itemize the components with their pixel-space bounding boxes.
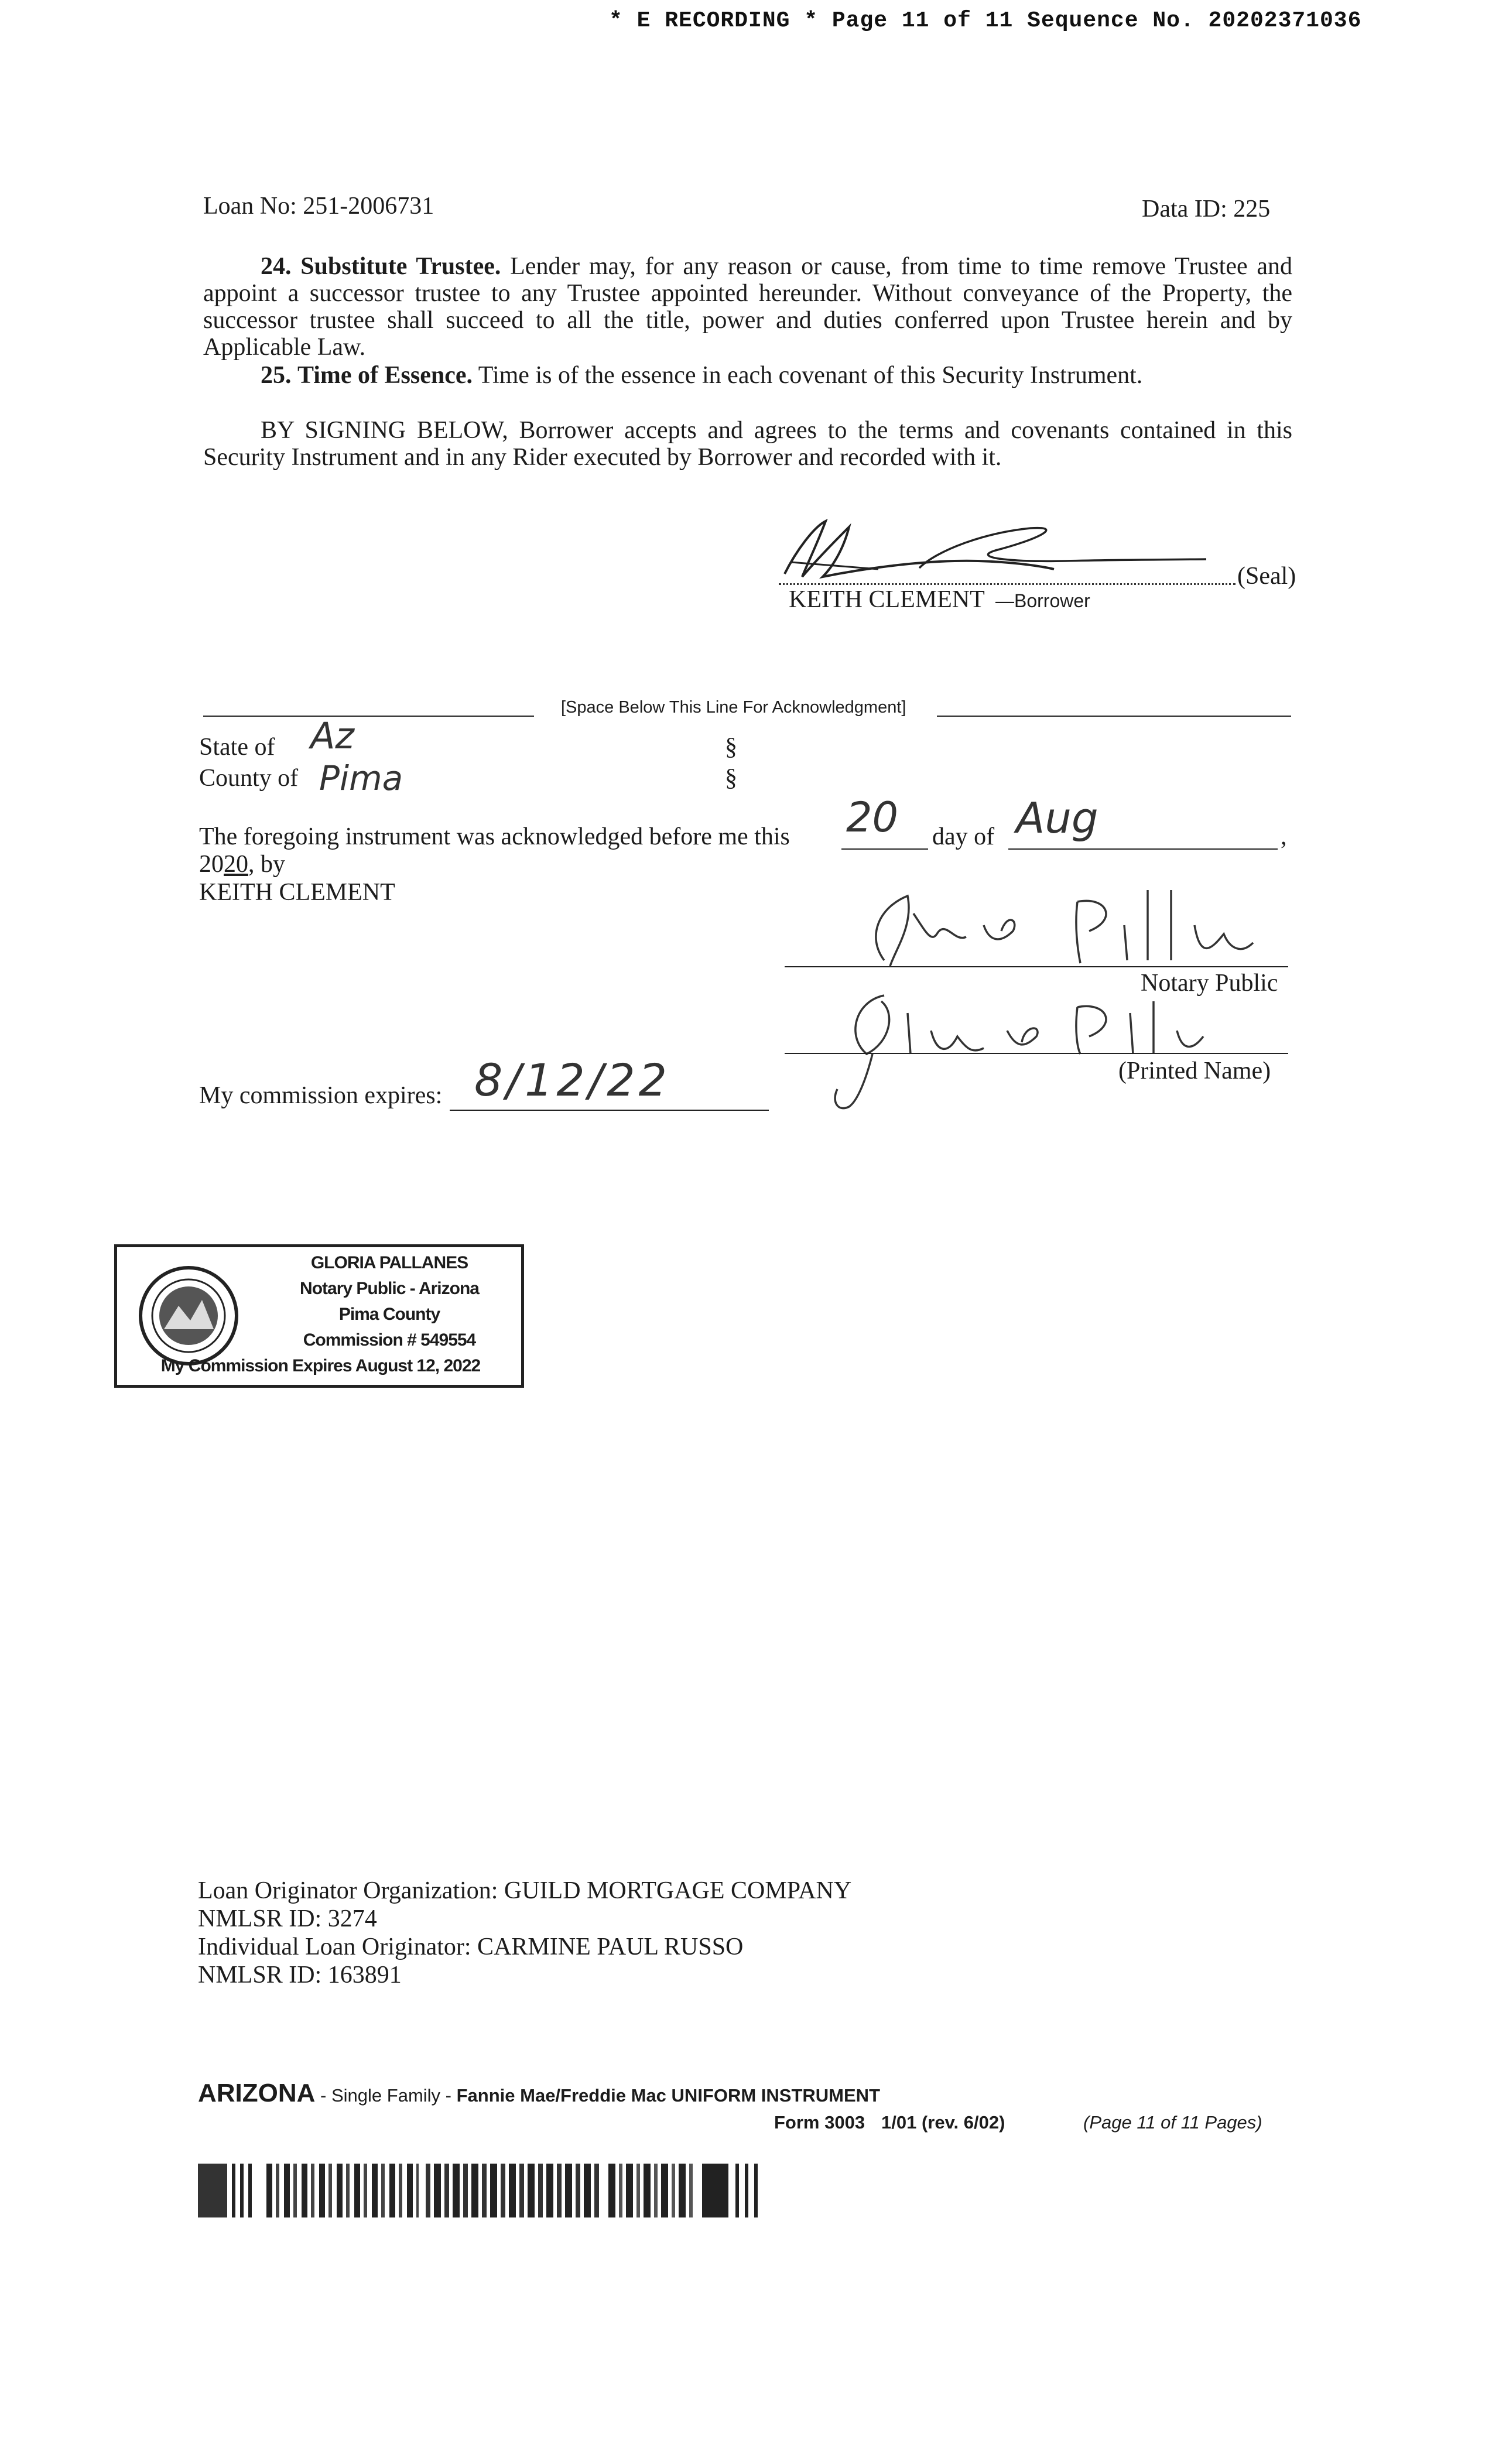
ack-comma: , (1281, 823, 1287, 850)
ack-month-line (1008, 848, 1278, 850)
commission-value: 8/12/22 (474, 1054, 670, 1106)
signing-statement (203, 417, 1292, 471)
stamp-commission: Commission # 549554 (303, 1330, 476, 1350)
originator-individual-nmlsr: NMLSR ID: 163891 (198, 1962, 402, 1989)
seal-label: (Seal) (1237, 563, 1296, 590)
section-25 (203, 362, 1292, 389)
form-revision: 1/01 (rev. 6/02) (881, 2112, 1005, 2133)
barcode (198, 2164, 758, 2217)
section-24 (203, 253, 1292, 361)
loan-number: Loan No: 251-2006731 (203, 193, 434, 220)
commission-line (450, 1110, 769, 1111)
stamp-title: Notary Public - Arizona (300, 1279, 479, 1298)
printed-name-label: (Printed Name) (1118, 1058, 1271, 1084)
ack-year-suffix: , by (248, 851, 285, 878)
originator-org-nmlsr: NMLSR ID: 3274 (198, 1905, 377, 1932)
notary-signature-line (785, 966, 1288, 967)
section-25-number: 25. (261, 362, 292, 389)
form-page: (Page 11 of 11 Pages) (1083, 2112, 1262, 2133)
ack-year-value: 20 (224, 851, 248, 878)
ack-divider-right (937, 716, 1291, 717)
ack-year-line (199, 850, 285, 878)
state-seal-icon (138, 1265, 240, 1367)
form-title (198, 2079, 880, 2108)
notary-public-label: Notary Public (1141, 970, 1278, 997)
county-label: County of (199, 765, 299, 792)
ack-divider-label: [Space Below This Line For Acknowledgment] (561, 698, 906, 717)
section-24-title: Substitute Trustee. (300, 253, 501, 280)
county-value: Pima (319, 758, 403, 798)
notary-stamp (114, 1244, 524, 1388)
commission-label: My commission expires: (199, 1082, 443, 1109)
form-family: - Single Family - (315, 2085, 457, 2106)
state-value: Az (310, 714, 354, 757)
originator-org: Loan Originator Organization: GUILD MORTGAGE COMPANY (198, 1877, 852, 1904)
stamp-county: Pima County (338, 1305, 440, 1324)
signing-statement-text: BY SIGNING BELOW, Borrower accepts and agrees to the terms and covenants contained in this Security Instrument and in any Rider executed by Borrower and recorded with it. (203, 417, 1292, 471)
recording-header: * E RECORDING * Page 11 of 11 Sequence No. 20202371036 (609, 8, 1362, 33)
ack-day-line (841, 848, 928, 850)
form-instrument: Fannie Mae/Freddie Mac UNIFORM INSTRUMENT (456, 2085, 881, 2106)
borrower-name: KEITH CLEMENT (789, 586, 985, 613)
ack-month: Aug (1016, 793, 1098, 843)
borrower-signature (761, 504, 1288, 591)
section-24-number: 24. (261, 253, 292, 280)
borrower-role: —Borrower (995, 590, 1090, 611)
section-25-title: Time of Essence. (297, 362, 473, 389)
section-24-text: Lender may, for any reason or cause, from time to time remove Trustee and appoint a successor trustee to any Trustee appointed hereunder. Without conveyance of the Property, the successor trustee shall succeed to all the title, power and duties conferred upon Trustee herein and by Applicable Law. (203, 253, 1293, 361)
ack-sentence-b: day of (932, 823, 995, 850)
state-section-mark: § (725, 734, 737, 761)
data-id: Data ID: 225 (1142, 196, 1271, 223)
stamp-name: GLORIA PALLANES (310, 1253, 468, 1272)
printed-name-line (785, 1053, 1288, 1054)
ack-day: 20 (846, 793, 899, 841)
originator-block (198, 1877, 851, 1989)
section-25-text: Time is of the essence in each covenant of this Security Instrument. (478, 362, 1143, 389)
ack-divider-left (203, 716, 534, 717)
ack-by-name: KEITH CLEMENT (199, 879, 395, 906)
form-state: ARIZONA (198, 2079, 316, 2107)
borrower-signature-line (779, 583, 1236, 585)
county-section-mark: § (725, 765, 737, 792)
originator-individual: Individual Loan Originator: CARMINE PAUL RUSSO (198, 1933, 744, 1960)
ack-sentence-a: The foregoing instrument was acknowledged before me this (199, 823, 790, 850)
stamp-expires: My Commission Expires August 12, 2022 (160, 1356, 481, 1375)
state-label: State of (199, 734, 275, 761)
form-number: Form 3003 (774, 2112, 865, 2133)
ack-year-prefix: 20 (199, 851, 224, 878)
notary-signature (843, 878, 1265, 972)
